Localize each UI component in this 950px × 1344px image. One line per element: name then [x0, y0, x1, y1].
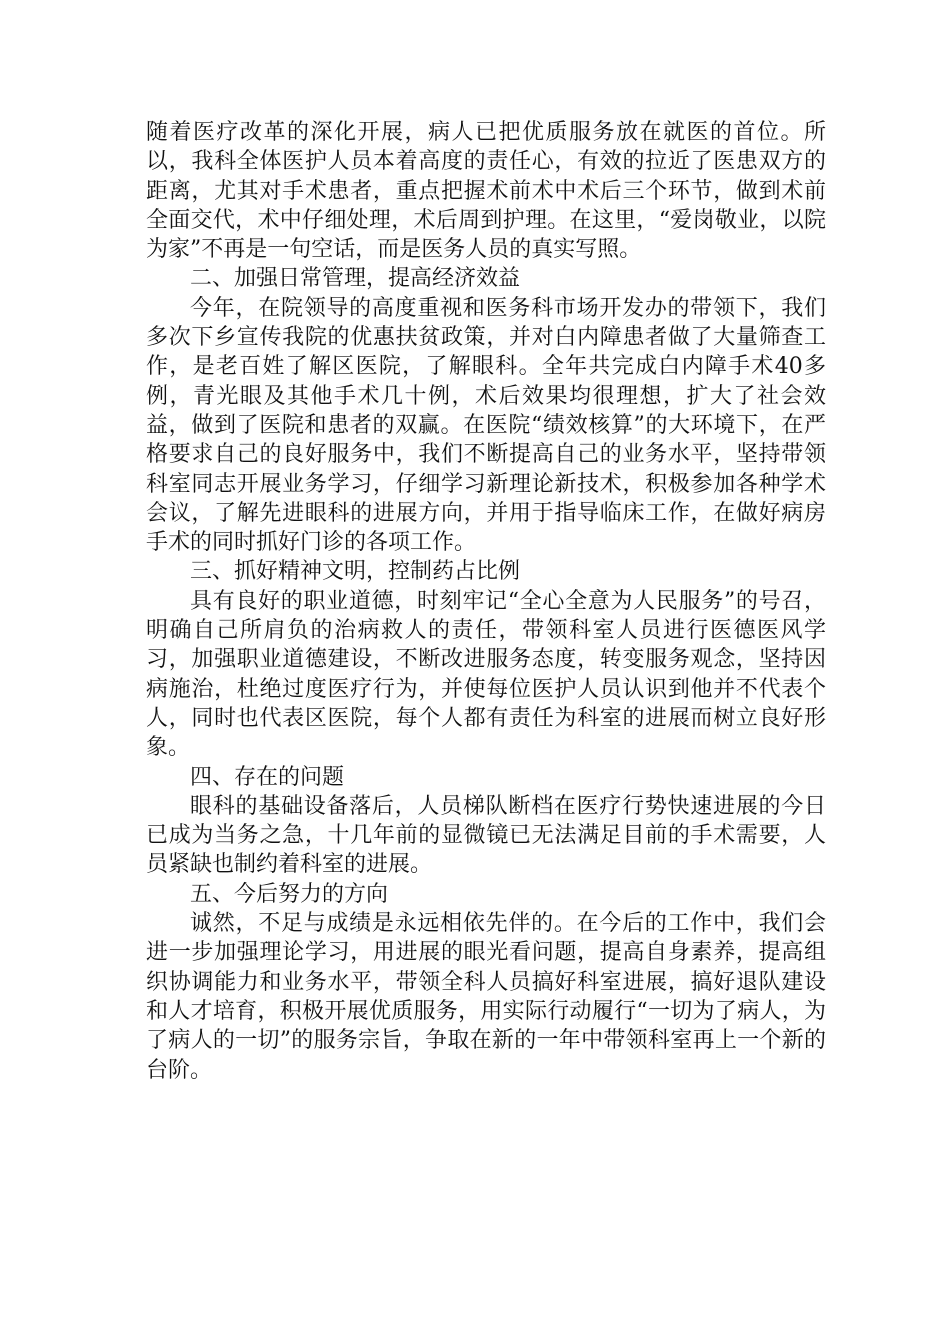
- paragraph-daily-management: 今年，在院领导的高度重视和医务科市场开发办的带领下，我们多次下乡宣传我院的优惠扶贫政策，并对白内障患者做了大量筛查工作，是老百姓了解区医院，了解眼科。全年共完成白内障手术40多例，青光眼及其他手术几十例，术后效果均很理想，扩大了社会效益，做到了医院和患者的双赢。在医院“绩效核算”的大环境下，在严格要求自己的良好服务中，我们不断提高自己的业务水平，坚持带领科室同志开展业务学习，仔细学习新理论新技术，积极参加各种学术会议，了解先进眼科的进展方向，并用于指导临床工作，在做好病房手术的同时抓好门诊的各项工作。: [146, 295, 826, 556]
- heading-spiritual-civilization: 三、抓好精神文明，控制药占比例: [190, 559, 521, 585]
- paragraph-service-quality: 随着医疗改革的深化开展，病人已把优质服务放在就医的首位。所以，我科全体医护人员本着高度的责任心，有效的拉近了医患双方的距离，尤其对手术患者，重点把握术前术中术后三个环节，做到术前全面交代，术中仔细处理，术后周到护理。在这里，“爱岗敬业，以院为家”不再是一句空话，而是医务人员的真实写照。: [146, 120, 826, 263]
- paragraph-spiritual-civilization: 具有良好的职业道德，时刻牢记“全心全意为人民服务”的号召，明确自己所肩负的治病救人的责任，带领科室人员进行医德医风学习，加强职业道德建设，不断改进服务态度，转变服务观念，坚持因病施治，杜绝过度医疗行为，并使每位医护人员认识到他并不代表个人，同时也代表区医院，每个人都有责任为科室的进展而树立良好形象。: [146, 588, 826, 761]
- paragraph-future-direction: 诚然，不足与成绩是永远相依先伴的。在今后的工作中，我们会进一步加强理论学习，用进展的眼光看问题，提高自身素养，提高组织协调能力和业务水平，带领全科人员搞好科室进展，搞好退队建设和人才培育，积极开展优质服务，用实际行动履行“一切为了病人，为了病人的一切”的服务宗旨，争取在新的一年中带领科室再上一个新的台阶。: [146, 911, 826, 1083]
- heading-existing-problems: 四、存在的问题: [190, 764, 345, 790]
- heading-future-direction: 五、今后努力的方向: [190, 881, 389, 907]
- document-body: [146, 118, 826, 1085]
- heading-daily-management: 二、加强日常管理，提高经济效益: [190, 266, 521, 292]
- paragraph-existing-problems: 眼科的基础设备落后，人员梯队断档在医疗行势快速进展的今日已成为当务之急，十几年前的显微镜已无法满足目前的手术需要，人员紧缺也制约着科室的进展。: [146, 793, 826, 878]
